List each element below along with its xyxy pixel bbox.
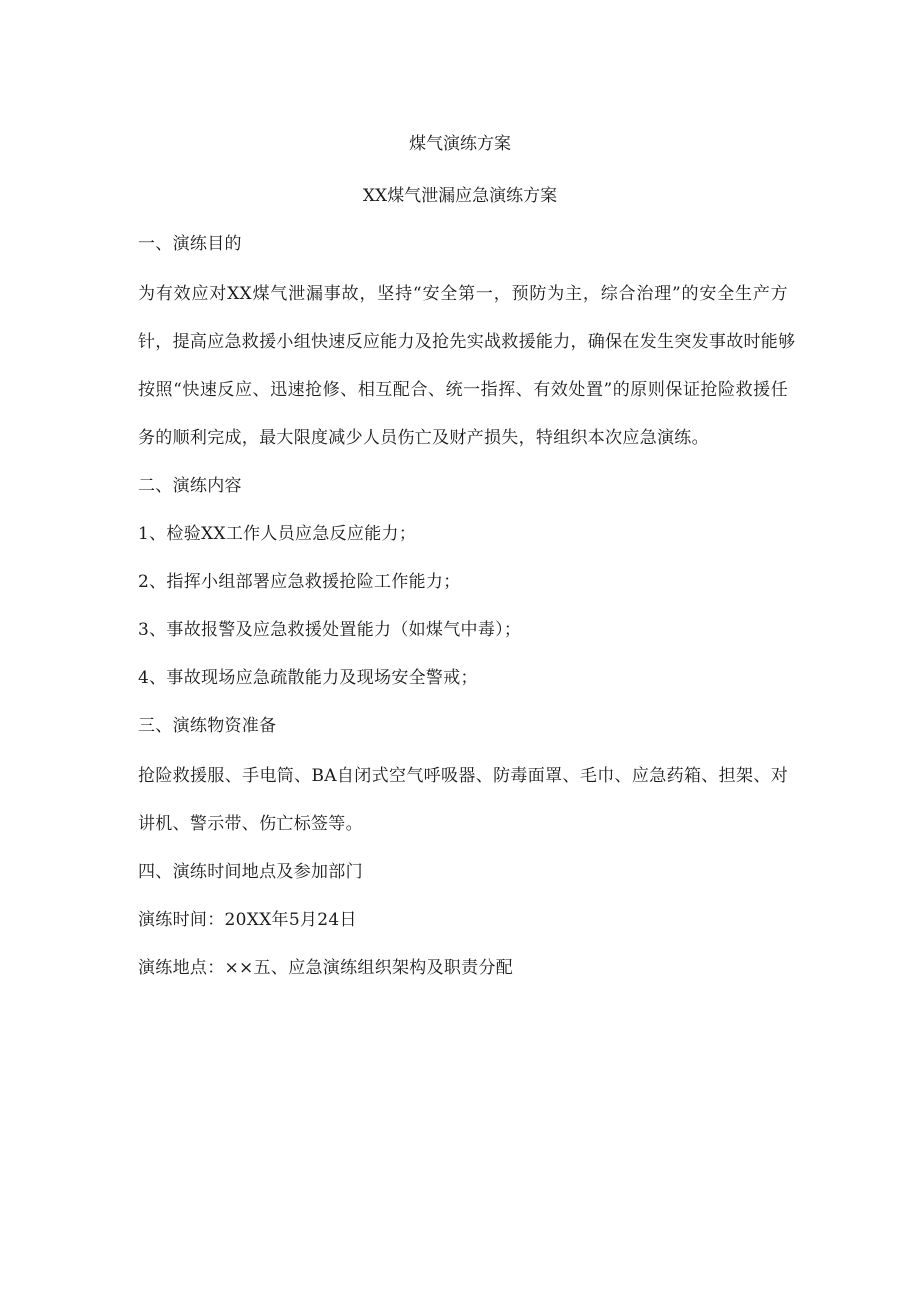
list-item: 4、事故现场应急疏散能力及现场安全警戒； — [138, 668, 478, 688]
paragraph-line: 务的顺利完成，最大限度减少人员伤亡及财产损失，特组织本次应急演练。 — [138, 428, 709, 448]
document-subtitle: XX煤气泄漏应急演练方案 — [362, 186, 558, 206]
document-title: 煤气演练方案 — [409, 134, 511, 154]
list-item: 2、指挥小组部署应急救援抢险工作能力； — [138, 572, 461, 592]
list-item: 1、检验XX工作人员应急反应能力； — [138, 524, 417, 544]
list-item: 3、事故报警及应急救援处置能力（如煤气中毒）； — [138, 620, 522, 640]
drill-place: 演练地点：××五、应急演练组织架构及职责分配 — [138, 958, 514, 978]
section-heading-time-place: 四、演练时间地点及参加部门 — [138, 862, 363, 882]
section-heading-content: 二、演练内容 — [138, 476, 242, 496]
paragraph-line: 按照“快速反应、迅速抢修、相互配合、统一指挥、有效处置”的原则保证抢险救援任 — [138, 380, 788, 400]
paragraph-line: 讲机、警示带、伤亡标签等。 — [138, 814, 363, 834]
drill-time: 演练时间：20XX年5月24日 — [138, 910, 357, 930]
paragraph-line: 针，提高应急救援小组快速反应能力及抢先实战救援能力，确保在发生突发事故时能够 — [138, 332, 796, 352]
paragraph-line: 为有效应对XX煤气泄漏事故，坚持“安全第一，预防为主，综合治理”的安全生产方 — [138, 284, 788, 304]
paragraph-line: 抢险救援服、手电筒、BA自闭式空气呼吸器、防毒面罩、毛巾、应急药箱、担架、对 — [138, 766, 788, 786]
section-heading-materials: 三、演练物资准备 — [138, 716, 277, 736]
section-heading-purpose: 一、演练目的 — [138, 234, 242, 254]
